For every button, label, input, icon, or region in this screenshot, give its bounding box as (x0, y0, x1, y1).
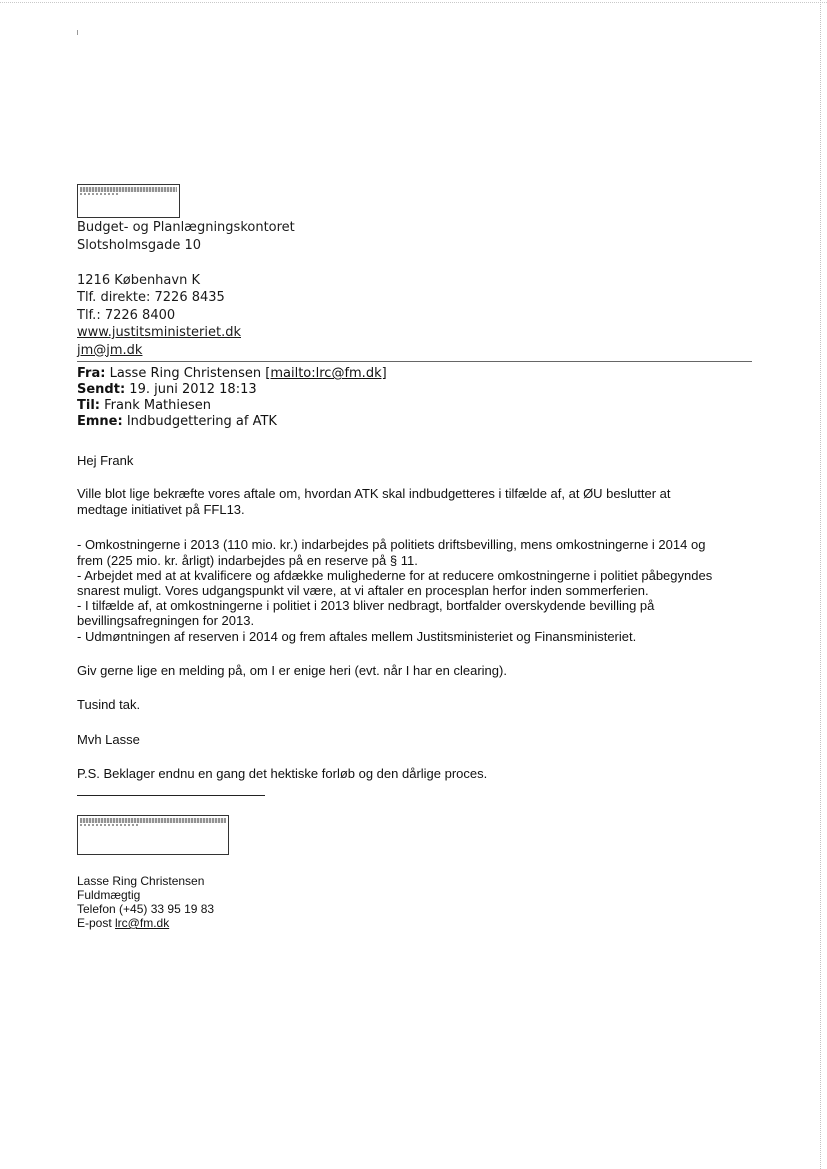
bullet-3-line-1: - I tilfælde af, at omkostningerne i politiet i 2013 bliver nedbragt, bortfalder overskydende bevilling på (77, 598, 655, 613)
bullet-1-line-1: - Omkostningerne i 2013 (110 mio. kr.) indarbejdes på politiets driftsbevilling, mens omkostningerne i 2014 og (77, 537, 706, 552)
to-label: Til: (77, 398, 100, 413)
bullet-2-line-2: snarest muligt. Vores udgangspunkt vil være, at vi aftaler en procesplan herfor inden sommerferien. (77, 583, 649, 598)
sender-street: Slotsholmsgade 10 (77, 237, 202, 253)
closing-signature (77, 874, 377, 930)
sent-label: Sendt: (77, 382, 126, 397)
intro-line-2: medtage initiativet på FFL13. (77, 502, 245, 517)
sender-phone: Tlf.: 7226 8400 (77, 307, 176, 323)
sender-city: 1216 København K (77, 272, 200, 288)
subject-value: Indbudgettering af ATK (126, 414, 277, 429)
from-value: Lasse Ring Christensen (109, 366, 262, 381)
greeting: Hej Frank (77, 453, 134, 468)
thanks-line: Tusind tak. (77, 697, 141, 712)
sender-phone-direct: Tlf. direkte: 7226 8435 (77, 290, 225, 305)
sender-website-link[interactable]: www.justitsministeriet.dk (77, 325, 241, 340)
bullet-4-line-1: - Udmøntningen af reserven i 2014 og frem aftales mellem Justitsministeriet og Finansministeriet. (77, 629, 637, 644)
finance-ministry-logo-image (77, 815, 229, 855)
signature-email-label: E-post (77, 916, 116, 930)
email-body (77, 0, 817, 800)
signature-email-row (77, 916, 377, 930)
from-mailto-link[interactable]: [mailto:lrc@fm.dk] (265, 366, 387, 381)
sender-department: Budget- og Planlægningskontoret (77, 220, 295, 235)
bullet-2-line-1: - Arbejdet med at at kvalificere og afdække mulighederne for at reducere omkostningerne i politiet påbegyndes (77, 568, 713, 583)
scan-border-right (820, 0, 821, 1169)
sent-value: 19. juni 2012 18:13 (129, 382, 257, 397)
subject-label: Emne: (77, 414, 123, 429)
to-value: Frank Mathiesen (104, 398, 212, 413)
closing-line: Mvh Lasse (77, 732, 140, 747)
signature-email-link[interactable]: lrc@fm.dk (115, 916, 170, 930)
signature-title: Fuldmægtig (77, 888, 141, 902)
ps-line: P.S. Beklager endnu en gang det hektiske forløb og den dårlige proces. (77, 766, 488, 781)
request-line: Giv gerne lige en melding på, om I er enige heri (evt. når I har en clearing). (77, 663, 507, 678)
from-label: Fra: (77, 366, 106, 381)
bullet-3-line-2: bevillingsafregningen for 2013. (77, 613, 255, 628)
bullet-1-line-2: frem (225 mio. kr. årligt) indarbejdes på en reserve på § 11. (77, 553, 418, 568)
sender-email-link[interactable]: jm@jm.dk (77, 342, 143, 358)
signature-name: Lasse Ring Christensen (77, 874, 205, 888)
signature-phone: Telefon (+45) 33 95 19 83 (77, 902, 215, 916)
intro-line-1: Ville blot lige bekræfte vores aftale om, hvordan ATK skal indbudgetteres i tilfælde af, at ØU beslutter at (77, 486, 671, 501)
signature-separator (77, 795, 265, 796)
